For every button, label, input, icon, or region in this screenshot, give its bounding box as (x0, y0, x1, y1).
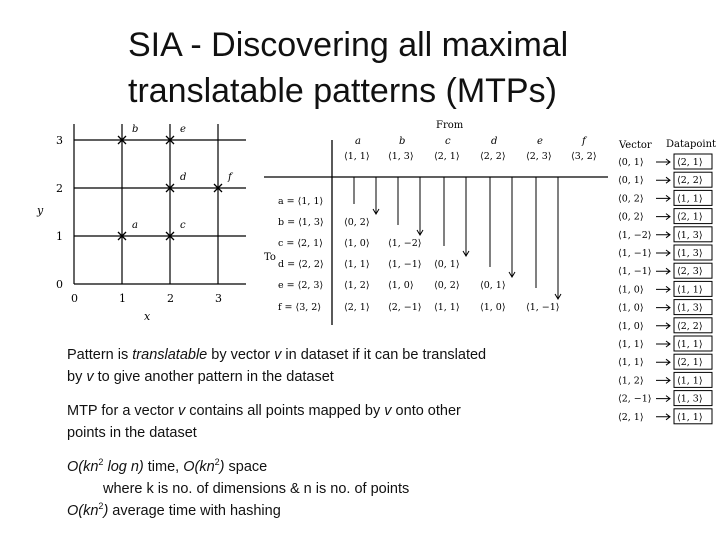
matrix-cell-5-2: ⟨1, 1⟩ (434, 302, 460, 313)
column-bracket-4 (536, 177, 558, 298)
matrix-cell-3-2: ⟨0, 1⟩ (434, 259, 460, 270)
vector-value: ⟨1, 0⟩ (618, 320, 644, 332)
row-label-2: c = ⟨2, 1⟩ (278, 238, 323, 249)
column-point-c: ⟨2, 1⟩ (434, 151, 460, 162)
vector-row (618, 372, 712, 387)
title-line-2: translatable patterns (MTPs) (128, 72, 557, 110)
arrow-icon (656, 414, 670, 420)
vector-value: ⟨1, 1⟩ (618, 357, 644, 369)
datapoint-value: ⟨2, 1⟩ (677, 357, 703, 369)
vector-value: ⟨0, 1⟩ (618, 175, 644, 187)
matrix-cell-5-4: ⟨1, −1⟩ (526, 302, 560, 313)
paragraph-complexity: $O(kn^2$ log n) time, $O(kn^2)$ space where k is no. of dimensions & n is no. of points $O(kn^2)$ average time with hashing (67, 457, 410, 519)
arrow-icon (656, 177, 670, 183)
vector-row (618, 354, 712, 369)
arrow-icon (656, 286, 670, 292)
vector-row (618, 409, 712, 424)
row-label-0: a = ⟨1, 1⟩ (278, 196, 324, 207)
arrow-icon (656, 323, 670, 329)
datapoint-value: ⟨1, 3⟩ (677, 229, 703, 241)
point-c (166, 220, 186, 240)
point-e (166, 124, 186, 144)
arrow-icon (656, 396, 670, 402)
column-name-f: f (582, 136, 586, 147)
arrow-icon (656, 377, 670, 383)
matrix-cell-1-0: ⟨0, 2⟩ (344, 217, 370, 228)
column-bracket-2 (444, 177, 466, 255)
matrix-cell-5-0: ⟨2, 1⟩ (344, 302, 370, 313)
column-bracket-3 (490, 177, 512, 276)
vector-value: ⟨1, 0⟩ (618, 302, 644, 314)
from-label: From (436, 120, 464, 131)
column-name-b: b (399, 136, 406, 147)
point-label-c: c (180, 220, 186, 231)
datapoint-value: ⟨1, 1⟩ (677, 411, 703, 423)
to-label: To (264, 252, 276, 263)
arrow-icon (656, 195, 670, 201)
complexity-note: where k is no. of dimensions & n is no. of points (103, 481, 410, 497)
point-f (214, 172, 234, 192)
title-line-1: SIA - Discovering all maximal (128, 26, 569, 64)
datapoint-value: ⟨1, 1⟩ (677, 284, 703, 296)
arrow-icon (656, 359, 670, 365)
vector-value: ⟨1, 1⟩ (618, 339, 644, 350)
vector-value: ⟨2, −1⟩ (618, 393, 652, 405)
column-name-c: c (445, 136, 451, 147)
point-label-a: a (132, 220, 138, 231)
matrix-cell-4-1: ⟨1, 0⟩ (388, 280, 414, 291)
x-tick-0: 0 (71, 292, 78, 305)
vector-row (618, 318, 712, 333)
paragraph-translatable: Pattern is translatable by vector v in dataset if it can be translated by v to give another pattern in the dataset (67, 347, 487, 385)
point-label-d: d (180, 172, 187, 183)
point-b (118, 124, 138, 144)
column-name-d: d (491, 136, 498, 147)
vector-value: ⟨0, 2⟩ (618, 211, 644, 223)
arrow-icon (656, 250, 670, 256)
x-tick-3: 3 (215, 292, 222, 305)
vector-value: ⟨0, 1⟩ (618, 157, 644, 168)
column-point-a: ⟨1, 1⟩ (344, 151, 370, 162)
vector-row (618, 227, 712, 242)
vector-matrix (250, 110, 610, 330)
point-label-e: e (180, 124, 186, 135)
y-axis-label: y (37, 204, 44, 217)
row-label-5: f = ⟨3, 2⟩ (278, 302, 322, 313)
datapoint-value: ⟨1, 1⟩ (677, 375, 703, 387)
point-label-f: f (228, 172, 232, 183)
row-label-1: b = ⟨1, 3⟩ (278, 217, 324, 228)
arrow-icon (656, 341, 670, 347)
datapoint-value: ⟨1, 3⟩ (677, 248, 703, 259)
x-tick-2: 2 (167, 292, 174, 305)
vector-value: ⟨1, −2⟩ (618, 229, 652, 241)
datapoint-value: ⟨1, 1⟩ (677, 339, 703, 350)
column-name-a: a (355, 136, 361, 147)
column-bracket-1 (398, 177, 420, 234)
y-tick-2: 2 (56, 182, 63, 195)
datapoint-value: ⟨2, 3⟩ (677, 266, 703, 278)
matrix-cell-4-3: ⟨0, 1⟩ (480, 280, 506, 291)
arrow-icon (656, 232, 670, 238)
datapoint-value: ⟨2, 1⟩ (677, 157, 703, 168)
vector-row (618, 300, 712, 315)
datapoint-value: ⟨2, 2⟩ (677, 175, 703, 187)
vector-row (618, 209, 712, 224)
datapoint-value: ⟨1, 1⟩ (677, 193, 703, 205)
vector-row (618, 245, 712, 260)
vector-value: ⟨1, 2⟩ (618, 375, 644, 387)
point-grid-plot (0, 0, 260, 330)
x-axis-label: x (144, 310, 151, 323)
matrix-cell-2-1: ⟨1, −2⟩ (388, 238, 422, 249)
datapoint-value: ⟨2, 1⟩ (677, 211, 703, 223)
column-name-e: e (537, 136, 543, 147)
vector-row (618, 154, 712, 169)
matrix-cell-5-1: ⟨2, −1⟩ (388, 302, 422, 313)
arrow-icon (656, 159, 670, 165)
matrix-cell-4-0: ⟨1, 2⟩ (344, 280, 370, 291)
matrix-cell-5-3: ⟨1, 0⟩ (480, 302, 506, 313)
matrix-cell-3-0: ⟨1, 1⟩ (344, 259, 370, 270)
column-point-b: ⟨1, 3⟩ (388, 151, 414, 162)
vector-value: ⟨1, −1⟩ (618, 266, 652, 278)
datapoint-value: ⟨1, 3⟩ (677, 393, 703, 405)
column-bracket-0 (354, 177, 376, 213)
vector-value: ⟨2, 1⟩ (618, 411, 644, 423)
column-point-d: ⟨2, 2⟩ (480, 151, 506, 162)
y-tick-3: 3 (56, 134, 63, 147)
vector-value: ⟨1, −1⟩ (618, 248, 652, 259)
datapoint-header: Datapoint (666, 139, 717, 150)
matrix-cell-4-2: ⟨0, 2⟩ (434, 280, 460, 291)
vector-row (618, 281, 712, 296)
vector-row (618, 172, 712, 187)
point-a (118, 220, 138, 240)
column-point-f: ⟨3, 2⟩ (571, 151, 597, 162)
vector-row (618, 336, 712, 351)
row-label-4: e = ⟨2, 3⟩ (278, 280, 324, 291)
y-tick-0: 0 (56, 278, 63, 291)
arrow-icon (656, 268, 670, 274)
column-point-e: ⟨2, 3⟩ (526, 151, 552, 162)
explanation-text (67, 344, 487, 522)
matrix-cell-3-1: ⟨1, −1⟩ (388, 259, 422, 270)
vector-datapoint-table (610, 132, 720, 432)
row-label-3: d = ⟨2, 2⟩ (278, 259, 324, 270)
datapoint-value: ⟨1, 3⟩ (677, 302, 703, 314)
vector-value: ⟨0, 2⟩ (618, 193, 644, 205)
vector-row (618, 263, 712, 278)
arrow-icon (656, 305, 670, 311)
x-tick-1: 1 (119, 292, 126, 305)
point-label-b: b (132, 124, 139, 135)
y-tick-1: 1 (56, 230, 63, 243)
point-d (166, 172, 186, 192)
arrow-icon (656, 214, 670, 220)
vector-row (618, 391, 712, 406)
vector-header: Vector (619, 140, 652, 151)
vector-row (618, 190, 712, 205)
vector-value: ⟨1, 0⟩ (618, 284, 644, 296)
matrix-cell-2-0: ⟨1, 0⟩ (344, 238, 370, 249)
paragraph-mtp: MTP for a vector v contains all points mapped by v onto other points in the dataset (67, 403, 461, 441)
datapoint-value: ⟨2, 2⟩ (677, 320, 703, 332)
